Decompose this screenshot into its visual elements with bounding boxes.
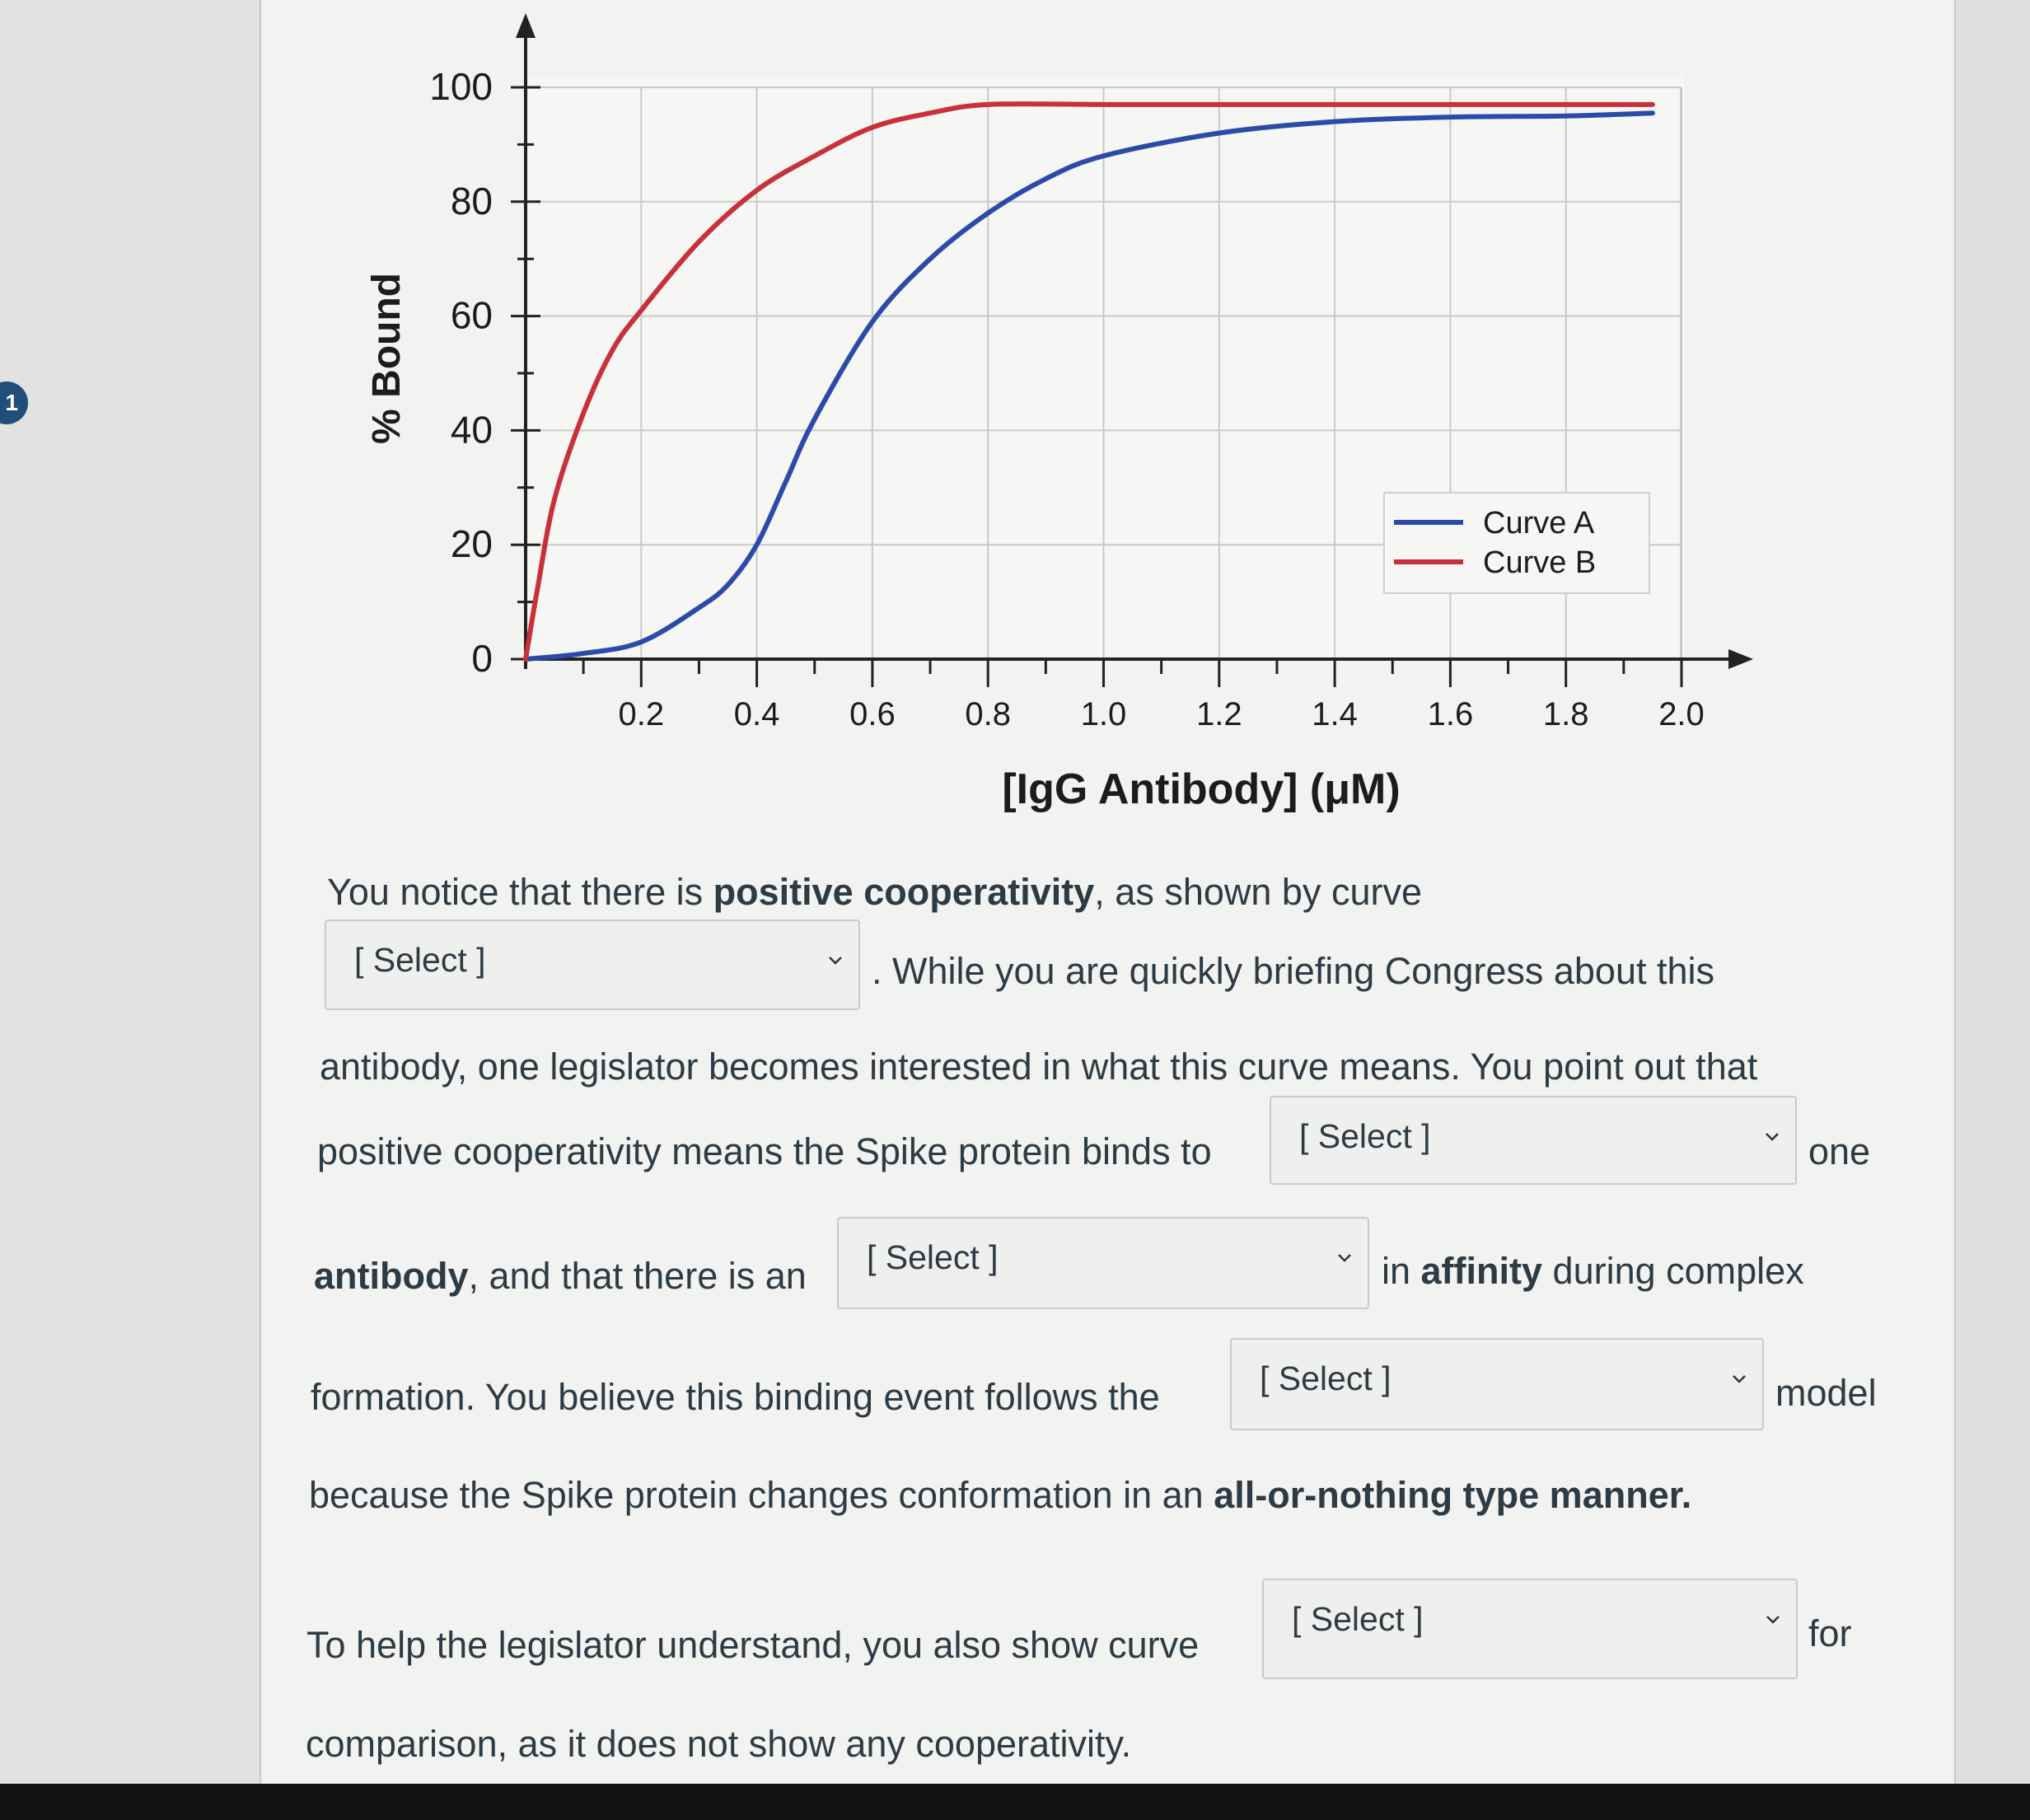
select-4-value: [ Select ] xyxy=(1260,1359,1392,1397)
line2-text: . While you are quickly briefing Congress about this xyxy=(872,950,1715,992)
line1-bold: positive cooperativity xyxy=(713,871,1095,913)
select-5-value: [ Select ] xyxy=(1292,1600,1424,1638)
binding-select-2[interactable] xyxy=(1270,1096,1797,1185)
line6-post: model xyxy=(1775,1372,1877,1414)
line5-post-bold: affinity xyxy=(1420,1250,1543,1292)
question-line-4-end xyxy=(1808,1131,1870,1172)
line8-post: for xyxy=(1808,1612,1852,1654)
x-axis-arrow xyxy=(1728,649,1753,669)
y-axis-title: % Bound xyxy=(365,273,409,444)
question-line-8 xyxy=(306,1625,1199,1666)
y-tick-label: 100 xyxy=(429,65,493,108)
legend-label-curve-b: Curve B xyxy=(1483,545,1597,580)
line1-post: , as shown by curve xyxy=(1094,871,1422,913)
x-tick-label: 0.2 xyxy=(618,696,665,732)
line5-post-end: during complex xyxy=(1542,1250,1804,1292)
select-3-value: [ Select ] xyxy=(867,1238,999,1276)
chevron-down-icon xyxy=(1731,1371,1747,1387)
line8-text: To help the legislator understand, you also show curve xyxy=(306,1624,1200,1666)
y-tick-label: 40 xyxy=(450,408,493,451)
screen-bottom-bezel xyxy=(0,1784,2030,1820)
question-line-4 xyxy=(317,1131,1212,1172)
line5-post-pre: in xyxy=(1382,1250,1421,1292)
model-select-4[interactable] xyxy=(1230,1338,1764,1430)
question-line-7 xyxy=(309,1475,1691,1516)
legend-label-curve-a: Curve A xyxy=(1483,506,1595,540)
x-tick-label: 0.4 xyxy=(733,696,780,732)
question-line-8-end xyxy=(1808,1613,1852,1654)
affinity-select-3[interactable] xyxy=(837,1217,1369,1309)
question-number-badge[interactable]: 1 xyxy=(0,381,28,424)
select-1-value: [ Select ] xyxy=(354,941,486,979)
curve-select-1[interactable] xyxy=(325,919,860,1010)
x-tick-label: 1.0 xyxy=(1080,696,1127,732)
line4-post: one xyxy=(1808,1130,1871,1172)
line4-text: positive cooperativity means the Spike protein binds to xyxy=(317,1130,1212,1172)
line1-text: You notice that there is xyxy=(327,871,713,913)
question-line-6 xyxy=(311,1377,1160,1418)
line7-text: because the Spike protein changes conformation in an xyxy=(309,1474,1214,1516)
x-tick-label: 0.6 xyxy=(849,696,896,732)
y-tick-label: 60 xyxy=(450,293,493,337)
question-line-9 xyxy=(306,1724,1131,1765)
x-tick-label: 1.6 xyxy=(1427,696,1474,732)
line5-mid: , and that there is an xyxy=(468,1255,807,1297)
question-line-3 xyxy=(320,1046,1757,1088)
line9-text: comparison, as it does not show any cooperativity. xyxy=(306,1723,1132,1765)
question-line-5 xyxy=(314,1256,807,1297)
y-tick-label: 80 xyxy=(450,179,493,222)
y-tick-label: 0 xyxy=(471,637,493,680)
x-tick-label: 2.0 xyxy=(1658,696,1705,732)
line3-text: antibody, one legislator becomes interested in what this curve means. You point out that xyxy=(320,1046,1758,1088)
x-tick-label: 1.2 xyxy=(1195,696,1242,732)
x-tick-label: 1.4 xyxy=(1312,696,1358,732)
select-2-value: [ Select ] xyxy=(1299,1117,1431,1155)
line6-text: formation. You believe this binding event follows the xyxy=(311,1376,1160,1418)
line7-bold: all-or-nothing type manner. xyxy=(1214,1474,1692,1516)
x-axis-title: [IgG Antibody] (μM) xyxy=(1002,765,1401,813)
question-line-6-end xyxy=(1775,1373,1877,1414)
y-tick-label: 20 xyxy=(450,522,493,566)
x-tick-label: 1.8 xyxy=(1542,696,1589,732)
chevron-down-icon xyxy=(1765,1612,1781,1628)
chevron-down-icon xyxy=(1764,1129,1780,1145)
question-line-1 xyxy=(327,872,1422,913)
chart-legend xyxy=(1384,493,1649,593)
chevron-down-icon xyxy=(1336,1250,1353,1266)
chevron-down-icon xyxy=(827,952,844,969)
line5-bold: antibody xyxy=(314,1255,469,1297)
binding-curve-chart xyxy=(0,0,2030,857)
x-tick-label: 0.8 xyxy=(965,696,1012,732)
y-axis-arrow xyxy=(516,13,536,38)
question-line-2 xyxy=(872,951,1714,992)
curve-select-5[interactable] xyxy=(1262,1579,1798,1679)
question-line-5-end xyxy=(1382,1251,1804,1292)
